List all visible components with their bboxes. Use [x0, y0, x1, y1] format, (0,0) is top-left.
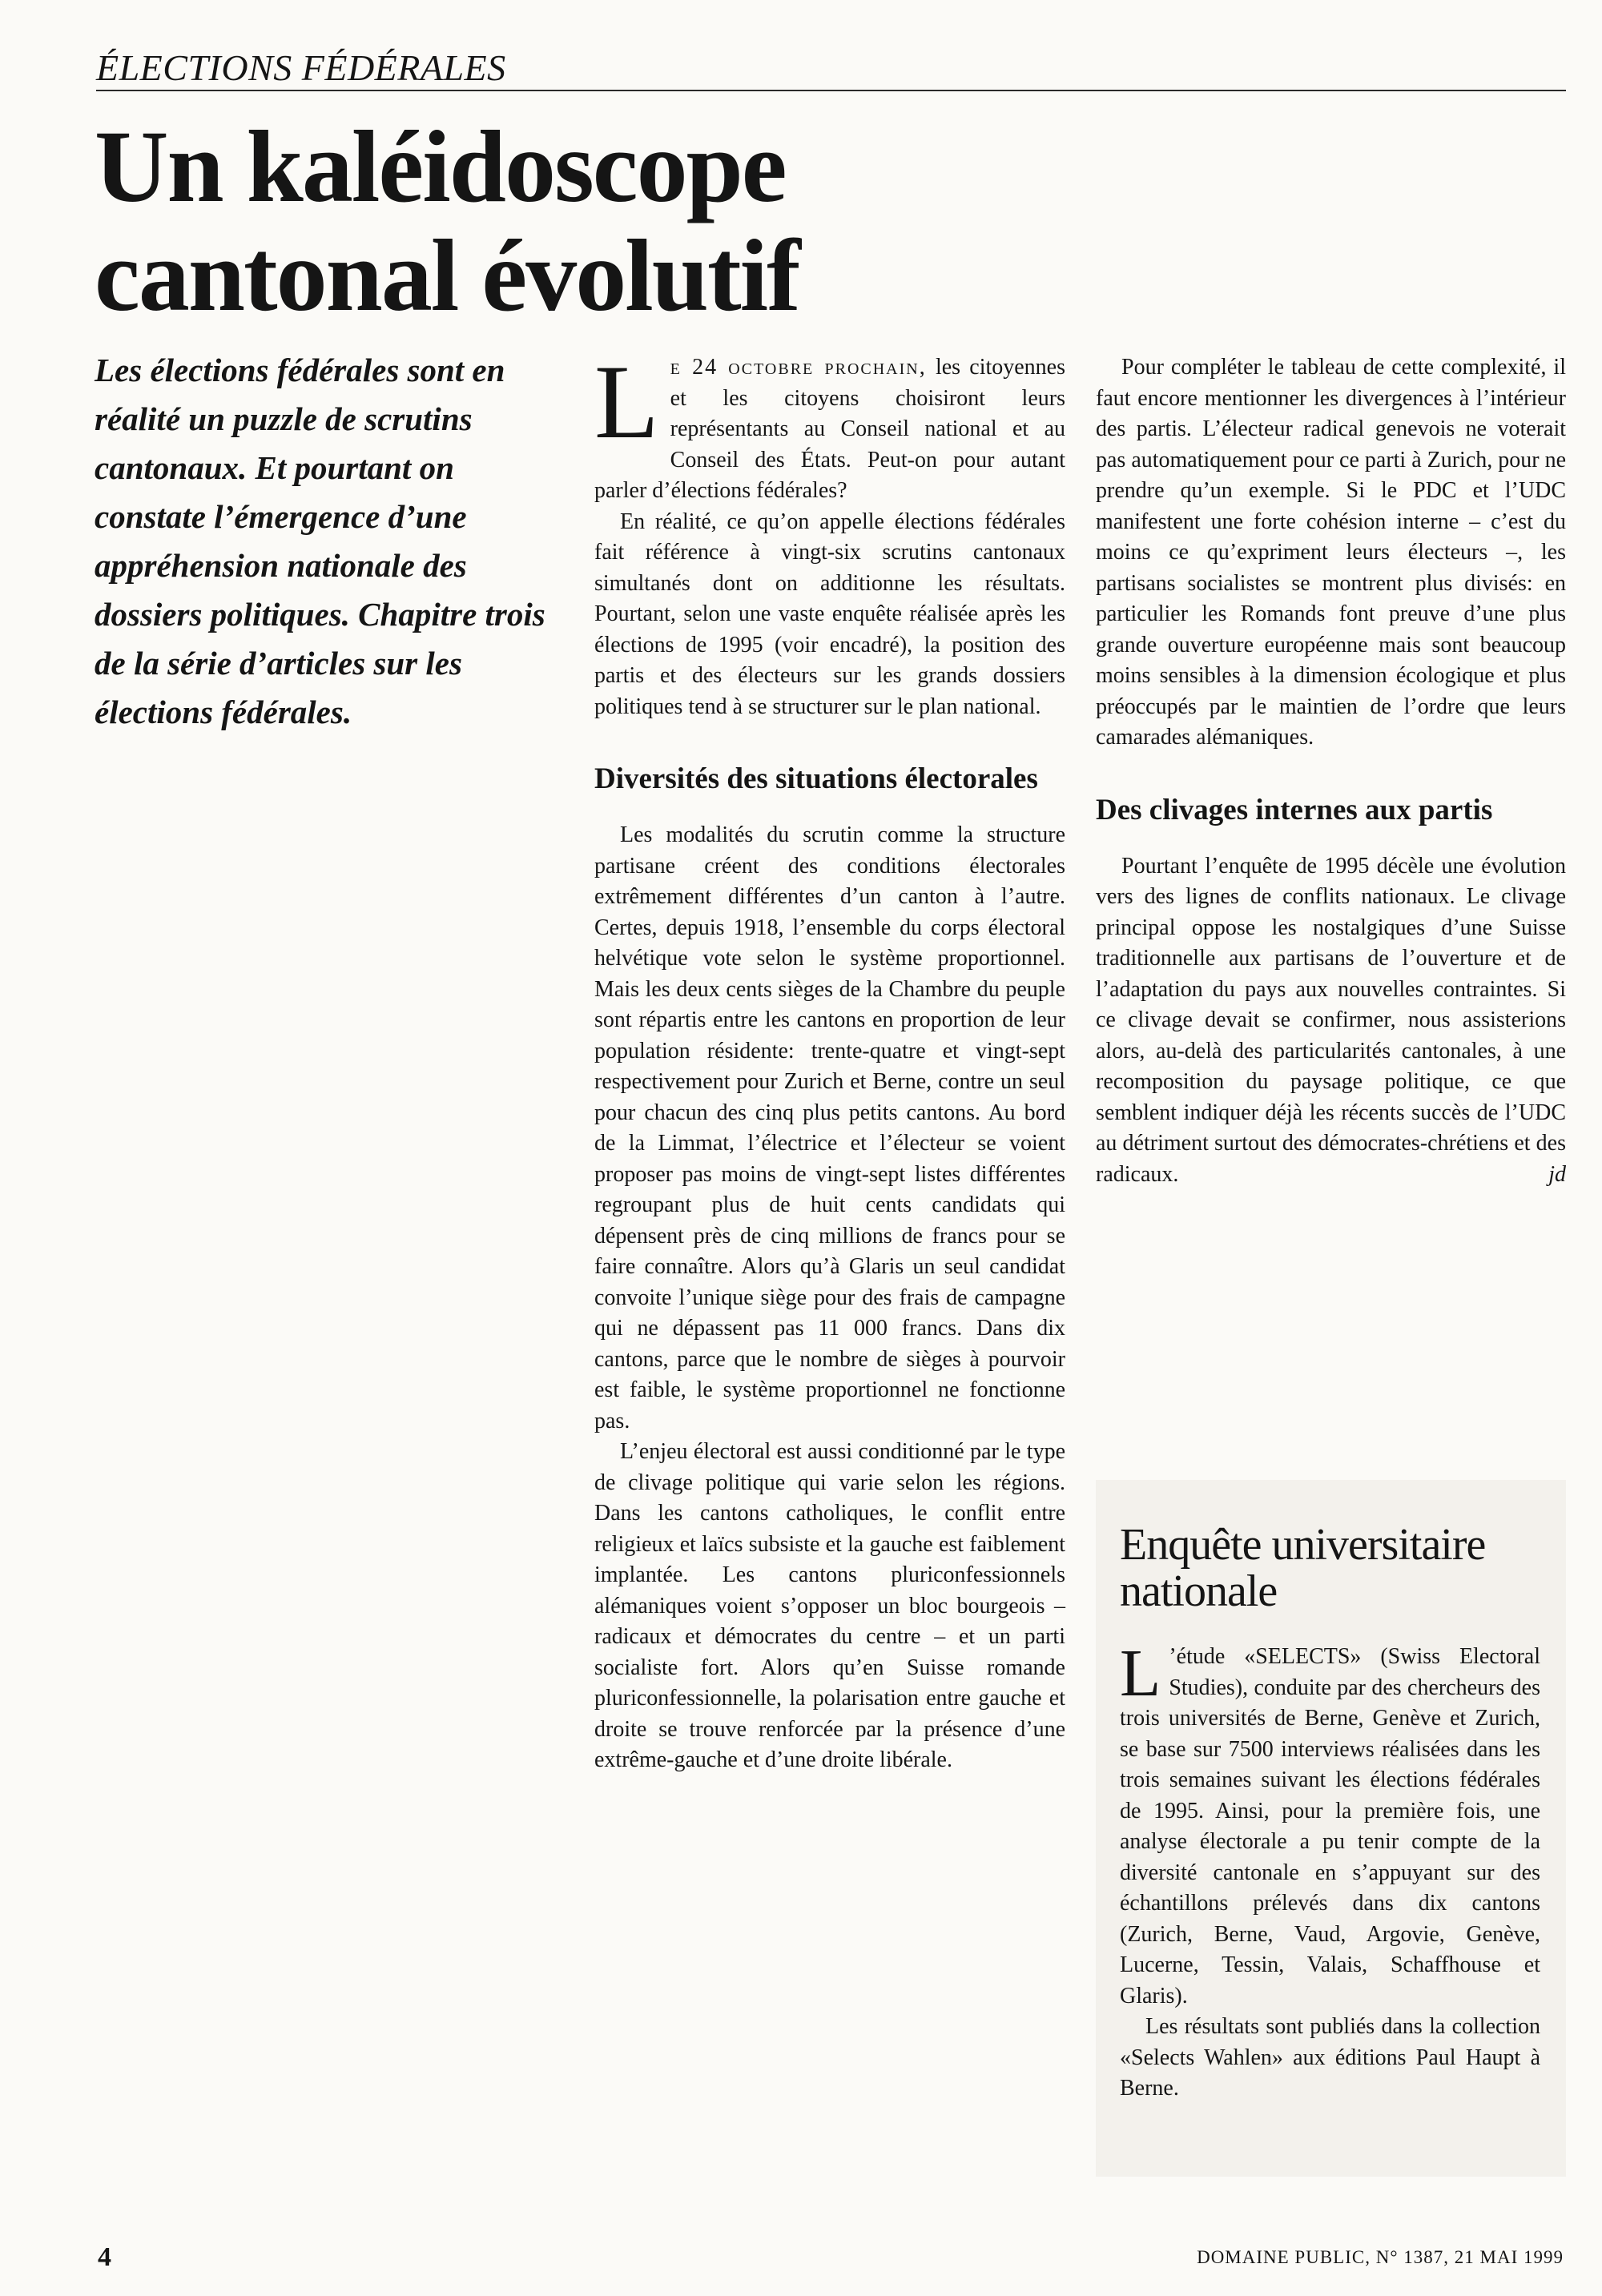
article-paragraph-3: Les modalités du scrutin comme la structure partisane créent des conditions électorales extrêmement différentes d’un canton à l’autre. Certes, depuis 1918, l’ensemble du corps électoral helvétique vote selon le système proportionnel. Mais les deux cents sièges de la Chambre du peuple sont répartis entre les cantons en proportion de leur population résidente: trente-quatre et vingt-sept respectivement pour Zurich et Berne, contre un seul pour chacun des cinq plus petits cantons. Au bord de la Limmat, l’électrice et l’électeur se voient proposer pas moins de vingt-sept listes différentes regroupant plus de huit cents candidats qui dépensent près de cinq millions de francs pour se faire connaître. Alors qu’à Glaris un seul candidat convoite l’unique siège pour des frais de campagne qui ne dépassent pas 11 000 francs. Dans dix cantons, parce que le nombre de sièges à pourvoir est faible, le système proportionnel ne fonctionne pas.: [594, 822, 1065, 1433]
sidebar-box-content: [1120, 1522, 1540, 2105]
publication-footer: DOMAINE PUBLIC, N° 1387, 21 MAI 1999: [1197, 2247, 1564, 2267]
page-number: 4: [98, 2242, 111, 2272]
drop-cap: L: [594, 343, 659, 460]
section-rubric: ÉLECTIONS FÉDÉRALES: [96, 47, 506, 88]
lead-smallcaps: e 24 octobre prochain,: [670, 355, 927, 380]
subhead-clivages: Des clivages internes aux partis: [1096, 793, 1493, 826]
article-column-middle: [594, 343, 1066, 1776]
sidebar-drop-cap: L: [1120, 1636, 1161, 1711]
rubric-rule: [96, 90, 1566, 91]
author-signature: jd: [1548, 1161, 1566, 1187]
article-paragraph-4: L’enjeu électoral est aussi conditionné par le type de clivage politique qui varie selon les régions. Dans les cantons catholiques, le conflit entre religieux et laïcs subsiste et la gauche est faiblement implantée. Les cantons pluriconfessionnels alémaniques voient s’opposer un bloc bourgeois – radicaux et démocrates du centre – et un parti socialiste fort. Alors qu’en Suisse romande pluriconfessionnelle, la polarisation entre gauche et droite se trouve renforcée par la présence d’une extrême-gauche et d’une droite libérale.: [594, 1439, 1065, 1772]
article-column-right: [1096, 352, 1566, 1190]
article-paragraph-2: En réalité, ce qu’on appelle élections fédérales fait référence à vingt-six scrutins cantonaux simultanés dont on additionne les résultats. Pourtant, selon une vaste enquête réalisée après les élections de 1995 (voir encadré), la position des partis et des électeurs sur les grands dossiers politiques tend à se structurer sur le plan national.: [594, 509, 1065, 719]
article-paragraph-6: [1096, 851, 1566, 1191]
article-paragraph-1-text: les citoyennes et les citoyens choisiront leurs représentants au Conseil national et au Conseil des États. Peut-on pour autant parler d’élections fédérales?: [594, 355, 1066, 503]
sidebar-box: [1096, 1480, 1566, 2177]
sidebar-paragraph-1: [1120, 1636, 1540, 2012]
article-paragraph-5: Pour compléter le tableau de cette complexité, il faut encore mentionner les divergences à l’intérieur des partis. L’électeur radical genevois ne voterait pas automatiquement pour ce parti à Zurich, pour ne prendre qu’un exemple. Si le PDC et l’UDC manifestent une forte cohésion interne – c’est du moins ce qu’expriment leurs électeurs –, les partisans socialistes se montrent plus divisés: en particulier les Romands font preuve d’une plus grande ouverture européenne mais sont beaucoup moins sensibles à la dimension écologique et plus préoccupés par le maintien de l’ordre que leurs camarades alémaniques.: [1096, 355, 1567, 750]
sidebar-paragraph-1-text: ’étude «SELECTS» (Swiss Electoral Studies), conduite par des chercheurs des trois universités de Berne, Genève et Zurich, se base sur 7500 interviews réalisées dans les trois semaines suivant les élections fédérales de 1995. Ainsi, pour la première fois, une analyse électorale a pu tenir compte de la diversité cantonale en s’appuyant sur des échantillons prélevés dans dix cantons (Zurich, Berne, Vaud, Argovie, Genève, Lucerne, Tessin, Valais, Schaffhouse et Glaris).: [1120, 1644, 1540, 2008]
sidebar-paragraph-2: Les résultats sont publiés dans la collection «Selects Wahlen» aux éditions Paul Haupt à Berne.: [1120, 2014, 1540, 2101]
article-paragraph-1: [594, 343, 1066, 507]
headline: [95, 112, 1296, 330]
lede-paragraph: Les élections fédérales sont en réalité un puzzle de scrutins cantonaux. Et pourtant on constate l’émergence d’une appréhension nationale des dossiers politiques. Chapitre trois de la série d’articles sur les élections fédérales.: [95, 352, 545, 730]
headline-line-2: cantonal évolutif: [95, 219, 799, 332]
article-paragraph-6-text: Pourtant l’enquête de 1995 décèle une évolution vers des lignes de conflits nationaux. Le clivage principal oppose les nostalgiques d’une Suisse traditionnelle aux partisans de l’ouverture et de l’adaptation du pays aux nouvelles contraintes. Si ce clivage devait se confirmer, nous assisterions alors, au-delà des particularités cantonales, à une recomposition du paysage politique, ce que semblent indiquer déjà les récents succès de l’UDC au détriment surtout des démocrates-chrétiens et des radicaux.: [1096, 853, 1566, 1187]
subhead-diversites: Diversités des situations électorales: [594, 762, 1038, 795]
headline-line-1: Un kaléidoscope: [95, 110, 786, 223]
sidebar-box-title: Enquête universitaire nationale: [1120, 1520, 1486, 1616]
